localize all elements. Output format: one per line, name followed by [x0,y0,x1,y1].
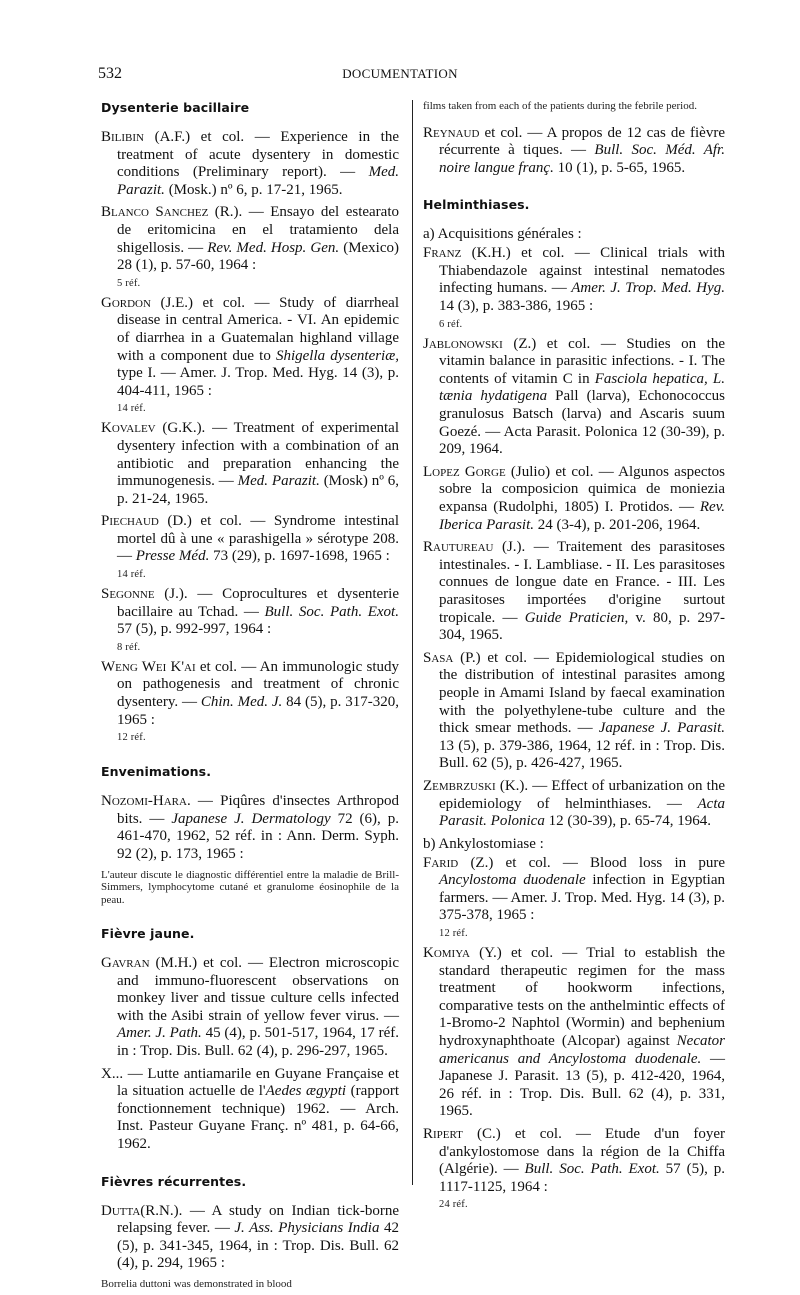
entry-rest: v. 80, p. 297-304, 1965. [439,609,725,644]
entry-author: Dutta [101,1202,141,1219]
entry-text: (G.K.). — Treatment of experimental dysentery infection with a combination of an antibiotic and preparation enhancing the immunogenesis. — [117,420,399,490]
entry-rest: (Mosk) nº 6, p. 21-24, 1965. [117,473,399,507]
header-title: DOCUMENTATION [342,66,458,81]
entry-rest: (Mexico) 28 (1), p. 57-60, 1964 : [117,239,400,274]
entry-text: (P.) et col. — Epidemiological studies on the distribution of intestinal parasites among people in Amami Island by faecal examination with the polyethylene-tube culture and the thick smear methods. — [439,649,725,737]
entry-text: (J.E.) et col. — Study of diarrheal disease in central America. - VI. An epidemic of diarrhea in a Guatemalan highland village with a component due to [117,294,399,364]
entry-rest: 57 (5), p. 992-997, 1964 : [117,621,272,638]
entry-author: Zembrzuski [423,777,496,794]
entry-note: 8 réf. [117,641,141,653]
bibliography-entry [101,513,399,566]
bibliography-entry [423,125,725,178]
right-column [423,100,725,1216]
entry-source: Bull. Soc. Path. Exot. [264,603,399,620]
entry-note: 14 réf. [117,569,146,581]
entry-note: 6 réf. [439,318,463,330]
entry-rest: Pall (larva), Echonococcus granulosus Batsch (larva) and Ascaris suum Goezé. — Acta Parasit. Polonica 12 (30-39), p. 209, 1964. [439,388,725,458]
continuation-text: films taken from each of the patients during the febrile period. [423,100,697,112]
entry-rest: 73 (29), p. 1697-1698, 1965 : [209,548,390,565]
section-abstract: L'auteur discute le diagnostic différentiel entre la maladie de Brill-Simmers, lymphocytome cutané et granulome éosinophile de la peau. [101,868,399,906]
section-title: Envenimations. [101,764,212,780]
entry-rest: 10 (1), p. 5-65, 1965. [553,159,686,176]
entry-rest: 57 (5), p. 1117-1125, 1964 : [439,1161,725,1195]
entry-author: Blanco Sanchez [101,204,209,221]
subsection-title-b: b) Ankylostomiase : [423,835,544,852]
left-column [101,100,399,1295]
subsection-title-a: a) Acquisitions générales : [423,226,582,243]
bibliography-entry [101,586,399,639]
entry-rest: 84 (5), p. 317-320, 1965 : [117,694,399,728]
entry-author: Segonne [101,586,155,603]
entry-author: Piechaud [101,513,159,530]
entry-rest: (rapport fonctionnement technique) 1962. — Arch. Inst. Pasteur Guyane Franç. nº 481, p. 64-66, 1962. [117,1083,399,1153]
entry-author: Komiya [423,945,470,962]
bibliography-entry [423,650,725,773]
entry-note: 14 réf. [117,403,146,415]
entry-source: Rev. Iberica Parasit. [439,499,725,533]
bibliography-entry [101,955,399,1061]
entry-rest: 24 (3-4), p. 201-206, 1964. [534,516,701,533]
entry-rest: 14 (3), p. 383-386, 1965 : [439,298,594,315]
entry-text: (K.H.) et col. — Clinical trials with Thiabendazole against intestinal nematodes infecting humans. — [439,245,725,297]
bibliography-entry [423,945,725,1121]
entry-author: Reynaud [423,124,480,141]
bibliography-entry [101,204,399,274]
bibliography-entry [423,464,725,534]
bibliography-entry [101,793,399,863]
entry-rest: 12 (30-39), p. 65-74, 1964. [544,813,712,830]
entry-text: (J.). — Traitement des parasitoses intestinales. - I. Lambliase. - II. Les parasitoses connues de longue date en France. - III. Les parasitoses importées d'origine surtout tropicale. — [439,539,725,626]
entry-source: Aedes ægypti [265,1083,347,1100]
entry-rest: type I. — Amer. J. Trop. Med. Hyg. 14 (3), p. 404-411, 1965 : [117,365,399,399]
bibliography-entry [423,245,725,315]
entry-rest: — Japanese J. Parasit. 13 (5), p. 412-420, 1964, 26 réf. in : Trop. Dis. Bull. 62 (4), p. 331, 1965. [439,1050,725,1120]
entry-source: J. Ass. Physicians India [234,1220,380,1237]
entry-author: Gavran [101,955,150,972]
entry-rest: 45 (4), p. 501-517, 1964, 17 réf. in : Trop. Dis. Bull. 62 (4), p. 296-297, 1965. [117,1025,399,1060]
entry-text: (Z.) et col. — Blood loss in pure [458,854,725,871]
entry-source: Guide Praticien, [524,609,629,626]
entry-author: Nozomi-Hara [101,793,187,810]
entry-source: Bull. Soc. Path. Exot. [524,1161,660,1178]
entry-text: et col. — An immunologic study on pathogenesis and treatment of chronic dysentery. — [117,658,399,711]
bibliography-entry [101,295,399,401]
entry-author: Franz [423,245,462,262]
entry-text: . — Piqûres d'insectes Arthropod bits. — [117,793,399,827]
bibliography-entry [101,420,399,508]
section-abstract: Borrelia duttoni was demonstrated in blood [101,1278,292,1290]
entry-source: Med. Parazit. [117,164,399,198]
running-header [0,65,800,85]
entry-text: (R.). — Ensayo del estearato de eritomicina en el tratamiento dela shigellosis. — [117,204,400,256]
bibliography-entry [423,778,725,831]
entry-rest: infection in Egyptian farmers. — Amer. J. Trop. Med. Hyg. 14 (3), p. 375-378, 1965 : [439,872,726,924]
entry-author: Gordon [101,294,151,311]
entry-text: (Y.) et col. — Trial to establish the standard therapeutic regimen for the mass treatment of hookworm infections, comparative tests on the anthelmintic effects of 1-Bromo-2 Naphtol (Wormin) and bephenium hydroxynaphthoate (Alcopar) against [439,945,725,1050]
entry-text: (K.). — Effect of urbanization on the epidemiology of helminthiases. — [439,777,725,812]
entry-source: Necator americanus and Ancylostoma duodenale. [439,1033,725,1067]
entry-text: — Lutte antiamarile en Guyane Française et la situation actuelle de l' [117,1065,399,1100]
entry-text: (A.F.) et col. — Experience in the treatment of acute dysentery in domestic conditions (Preliminary report). — [117,129,399,181]
entry-source: Bull. Soc. Méd. Afr. noire langue franç. [439,142,725,176]
entry-rest: 42 (5), p. 341-345, 1964, in : Trop. Dis. Bull. 62 (4), p. 294, 1965 : [117,1220,400,1272]
page-number: 532 [98,65,122,82]
bibliography-entry [101,1203,399,1273]
section-title: Dysenterie bacillaire [101,100,250,115]
entry-source: Chin. Med. J. [200,694,283,711]
entry-author: Bilibin [101,129,144,145]
entry-source: Japanese J. Dermatology [171,810,331,827]
section-title: Helminthiases. [423,197,530,213]
entry-source: Presse Méd. [135,548,210,565]
entry-author: Sasa [423,649,454,666]
bibliography-entry [101,659,399,729]
entry-author: X... [101,1065,124,1082]
entry-text: et col. — A propos de 12 cas de fièvre récurrente à tiques. — [439,124,725,159]
entry-source: Acta Parasit. Polonica [439,795,725,830]
entry-source: Japanese J. Parasit. [598,720,725,737]
entry-source: Fasciola hepatica, L. tænia hydatigena [439,370,725,405]
entry-text: (Julio) et col. — Algunos aspectos sobre la composicion quimica de moniezia expansa (Rudolphi, 1805) I. Protidos. — [439,463,725,515]
entry-author: Farid [423,854,459,871]
entry-note: 24 réf. [439,1199,468,1211]
section-title: Fièvres récurrentes. [101,1173,247,1189]
column-divider [412,100,413,1185]
entry-source: Ancylostoma duodenale [439,872,586,889]
entry-text: (C.) et col. — Etude d'un foyer d'ankylostomose dans la région de la Chiffa (Algérie). — [439,1126,725,1178]
entry-source: Rev. Med. Hosp. Gen. [207,239,340,256]
entry-source: Amer. J. Trop. Med. Hyg. [571,280,725,297]
entry-note: 12 réf. [439,928,468,940]
entry-text: (D.) et col. — Syndrome intestinal mortel dû à une « parashigella » sérotype 208. — [117,513,399,565]
entry-note: 12 réf. [117,732,146,744]
entry-text: (R.N.). — A study on Indian tick-borne relapsing fever. — [117,1202,399,1237]
entry-note: 5 réf. [117,277,141,289]
entry-source: Amer. J. Path. [117,1025,202,1042]
entry-author: Weng Wei K'ai [101,658,196,675]
bibliography-entry [423,539,725,645]
entry-text: (M.H.) et col. — Electron microscopic and immuno-fluorescent observations on monkey liver and tissue culture cells infected with the Asibi strain of yellow fever virus. — [117,955,399,1024]
bibliography-entry [423,336,725,459]
entry-author: Jablonowski [423,335,503,352]
entry-source: Shigella dysenteriæ, [275,347,399,364]
entry-rest: 13 (5), p. 379-386, 1964, 12 réf. in : Trop. Dis. Bull. 62 (5), p. 426-427, 1965. [439,737,725,772]
entry-rest: (Mosk.) nº 6, p. 17-21, 1965. [164,181,343,198]
entry-author: Ripert [423,1126,463,1142]
entry-author: Kovalev [101,420,156,437]
entry-rest: 72 (6), p. 461-470, 1962, 52 réf. in : Ann. Derm. Syph. 92 (2), p. 173, 1965 : [117,810,399,862]
entry-author: Rautureau [423,539,494,556]
bibliography-entry [423,1126,725,1196]
bibliography-entry [101,1066,399,1154]
bibliography-entry [423,855,725,925]
bibliography-entry [101,129,399,199]
entry-text: (Z.) et col. — Studies on the vitamin balance in parasitic infections. - I. The contents of vitamin C in [439,335,725,387]
entry-author: Lopez Gorge [423,463,506,480]
entry-text: (J.). — Coprocultures et dysenterie bacillaire au Tchad. — [117,586,399,620]
entry-source: Med. Parazit. [237,473,320,490]
section-title: Fièvre jaune. [101,926,195,942]
